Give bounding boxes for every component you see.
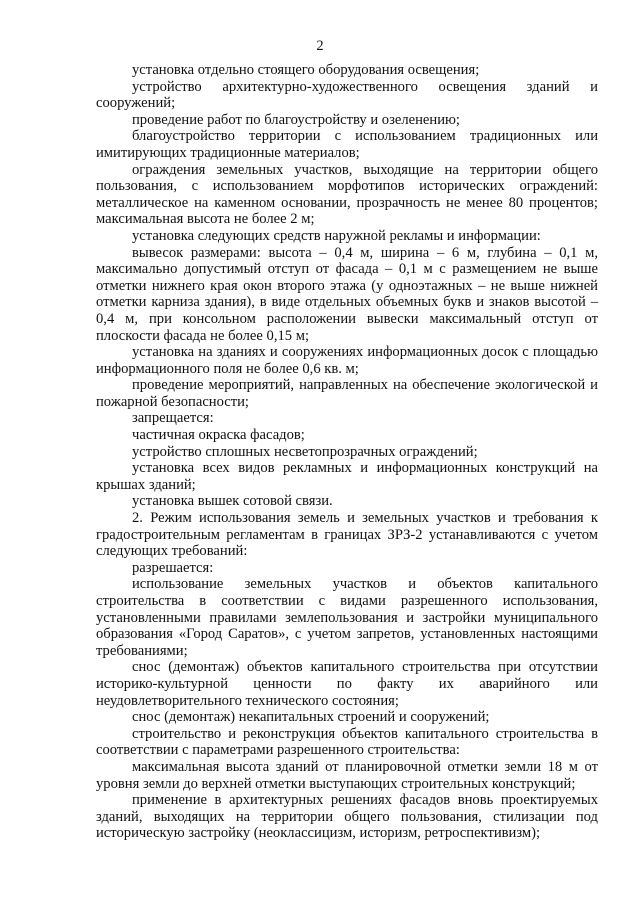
paragraph: благоустройство территории с использованием традиционных или имитирующих традиционные материалов; <box>96 128 598 161</box>
paragraph: устройство сплошных несветопрозрачных ограждений; <box>132 443 478 460</box>
paragraph: применение в архитектурных решениях фасадов вновь проектируемых зданий, выходящих на территории общего пользования, стилизации под историческую застройку (неоклассицизм, историзм, ретроспективизм); <box>96 792 598 842</box>
paragraph: снос (демонтаж) некапитальных строений и сооружений; <box>132 709 490 726</box>
paragraph: установка вышек сотовой связи. <box>132 493 333 510</box>
paragraph: строительство и реконструкция объектов капитального строительства в соответствии с параметрами разрешенного строительства: <box>96 725 598 759</box>
paragraph: вывесок размерами: высота – 0,4 м, ширина – 6 м, глубина – 0,1 м, максимально допустимый отступ от фасада – 0,1 м с размещением не выше отметки нижнего края окон второго этажа (у одноэтажных – не выше нижней отметки карниза здания), в виде отдельных объемных букв и знаков высотой – 0,4 м, при консольном расположении вывески максимальный отступ от плоскости фасада не более 0,15 м; <box>96 244 598 344</box>
paragraph: снос (демонтаж) объектов капитального строительства при отсутствии историко-культурной ценности по факту их аварийного или неудовлетворительного технического состояния; <box>96 659 598 709</box>
paragraph: использование земельных участков и объектов капитального строительства в соответствии с видами разрешенного использования, установленными правилами землепользования и застройки муниципального образования «Город Саратов», с учетом запретов, установленных настоящими требованиями; <box>96 576 598 659</box>
paragraph: 2. Режим использования земель и земельных участков и требования к градостроительным регламентам в границах ЗРЗ-2 устанавливаются с учетом следующих требований: <box>96 510 598 560</box>
paragraph: проведение мероприятий, направленных на обеспечение экологической и пожарной безопасности; <box>96 377 598 410</box>
paragraph: устройство архитектурно-художественного освещения зданий и сооружений; <box>96 78 598 112</box>
document-body <box>96 62 598 842</box>
paragraph: установка на зданиях и сооружениях информационных досок с площадью информационного поля не более 0,6 кв. м; <box>96 344 598 377</box>
paragraph: установка отдельно стоящего оборудования освещения; <box>132 62 480 78</box>
paragraph: максимальная высота зданий от планировочной отметки земли 18 м от уровня земли до верхней отметки выступающих строительных конструкций; <box>96 758 598 792</box>
paragraph: разрешается: <box>132 559 214 576</box>
paragraph: запрещается: <box>132 410 214 427</box>
page-number: 2 <box>316 38 324 54</box>
paragraph: проведение работ по благоустройству и озеленению; <box>132 111 460 128</box>
paragraph: частичная окраска фасадов; <box>132 427 305 444</box>
paragraph: установка всех видов рекламных и информационных конструкций на крышах зданий; <box>96 460 598 493</box>
paragraph: ограждения земельных участков, выходящие на территории общего пользования, с использованием морфотипов исторических ограждений: металлическое на каменном основании, прозрачность не менее 80 процентов; максимальная высота не более 2 м; <box>96 161 598 228</box>
paragraph: установка следующих средств наружной рекламы и информации: <box>132 227 541 244</box>
